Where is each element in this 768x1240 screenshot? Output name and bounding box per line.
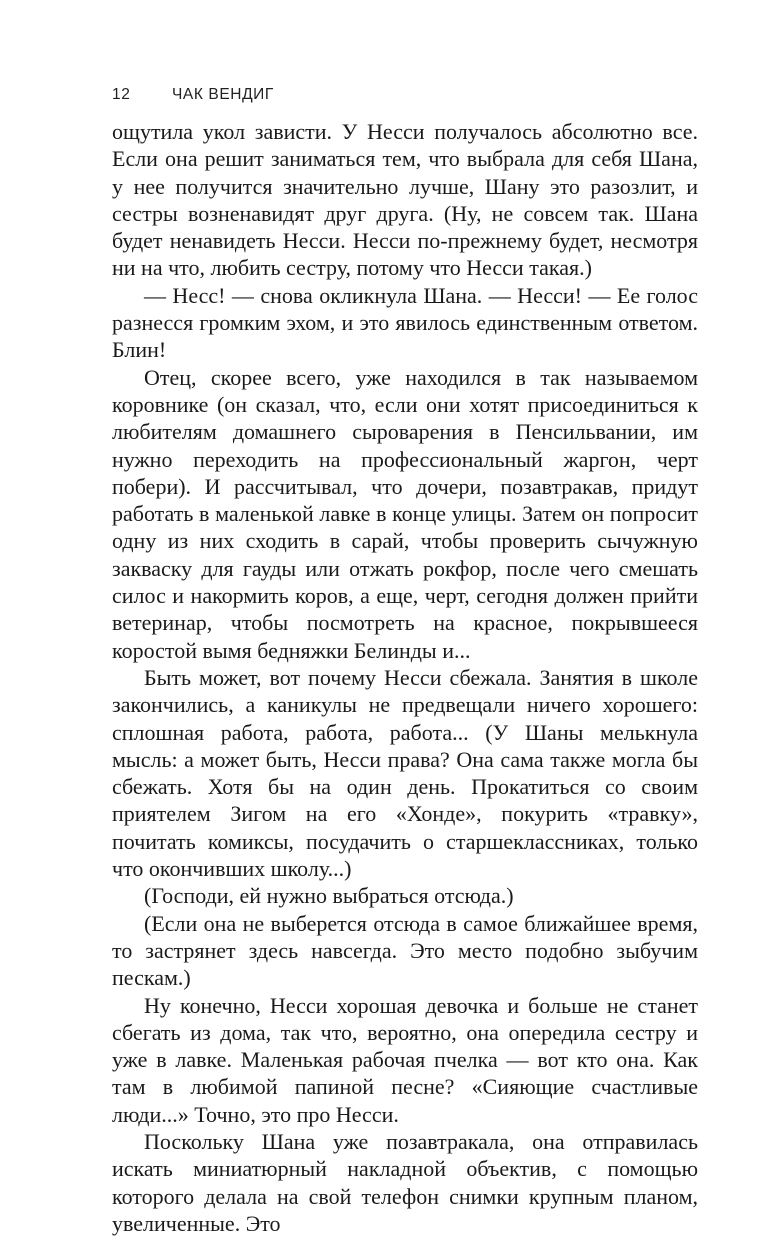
paragraph: Отец, скорее всего, уже находился в так называемом коровнике (он сказал, что, если они хотят присоединиться к любителям домашнего сыроварения в Пенсильвании, им нужно переходить на профессиональный жаргон, черт побери). И рассчитывал, что дочери, позавтракав, придут работать в маленькой лавке в конце улицы. Затем он попросит одну из них сходить в сарай, чтобы проверить сычужную закваску для гауды или отжать рокфор, после чего смешать силос и накормить коров, а еще, черт, сегодня должен прийти ветеринар, чтобы посмотреть на красное, покрывшееся коростой вымя бедняжки Белинды и... bbox=[112, 364, 698, 663]
paragraph: (Если она не выберется отсюда в самое ближайшее время, то застрянет здесь навсегда. Это место подобно зыбучим пескам.) bbox=[112, 910, 698, 991]
page-number: 12 bbox=[112, 86, 131, 103]
running-header bbox=[112, 86, 274, 104]
page-body bbox=[112, 118, 698, 1237]
paragraph: ощутила укол зависти. У Несси получалось абсолютно все. Если она решит заниматься тем, что выбрала для себя Шана, у нее получится значительно лучше, Шану это разозлит, и сестры возненавидят друг друга. (Ну, не совсем так. Шана будет ненавидеть Несси. Несси по-прежнему будет, несмотря ни на что, любить сестру, потому что Несси такая.) bbox=[112, 119, 698, 281]
paragraph: Быть может, вот почему Несси сбежала. Занятия в школе закончились, а каникулы не предвещали ничего хорошего: сплошная работа, работа, работа... (У Шаны мелькнула мысль: а может быть, Несси права? Она сама также могла бы сбежать. Хотя бы на один день. Прокатиться со своим приятелем Зигом на его «Хонде», покурить «травку», почитать комиксы, посудачить о старшеклассниках, только что окончивших школу...) bbox=[112, 664, 698, 882]
paragraph: (Господи, ей нужно выбраться отсюда.) bbox=[144, 883, 514, 909]
paragraph: Поскольку Шана уже позавтракала, она отправилась искать миниатюрный накладной объектив, с помощью которого делала на свой телефон снимки крупным планом, увеличенные. Это bbox=[112, 1128, 698, 1236]
author-name: ЧАК ВЕНДИГ bbox=[172, 86, 274, 103]
paragraph: — Несс! — снова окликнула Шана. — Несси! — Ее голос разнесся громким эхом, и это явилось единственным ответом. Блин! bbox=[112, 282, 698, 363]
paragraph: Ну конечно, Несси хорошая девочка и больше не станет сбегать из дома, так что, вероятно, она опередила сестру и уже в лавке. Маленькая рабочая пчелка — вот кто она. Как там в любимой папиной песне? «Сияющие счастливые люди...» Точно, это про Несси. bbox=[112, 992, 698, 1127]
